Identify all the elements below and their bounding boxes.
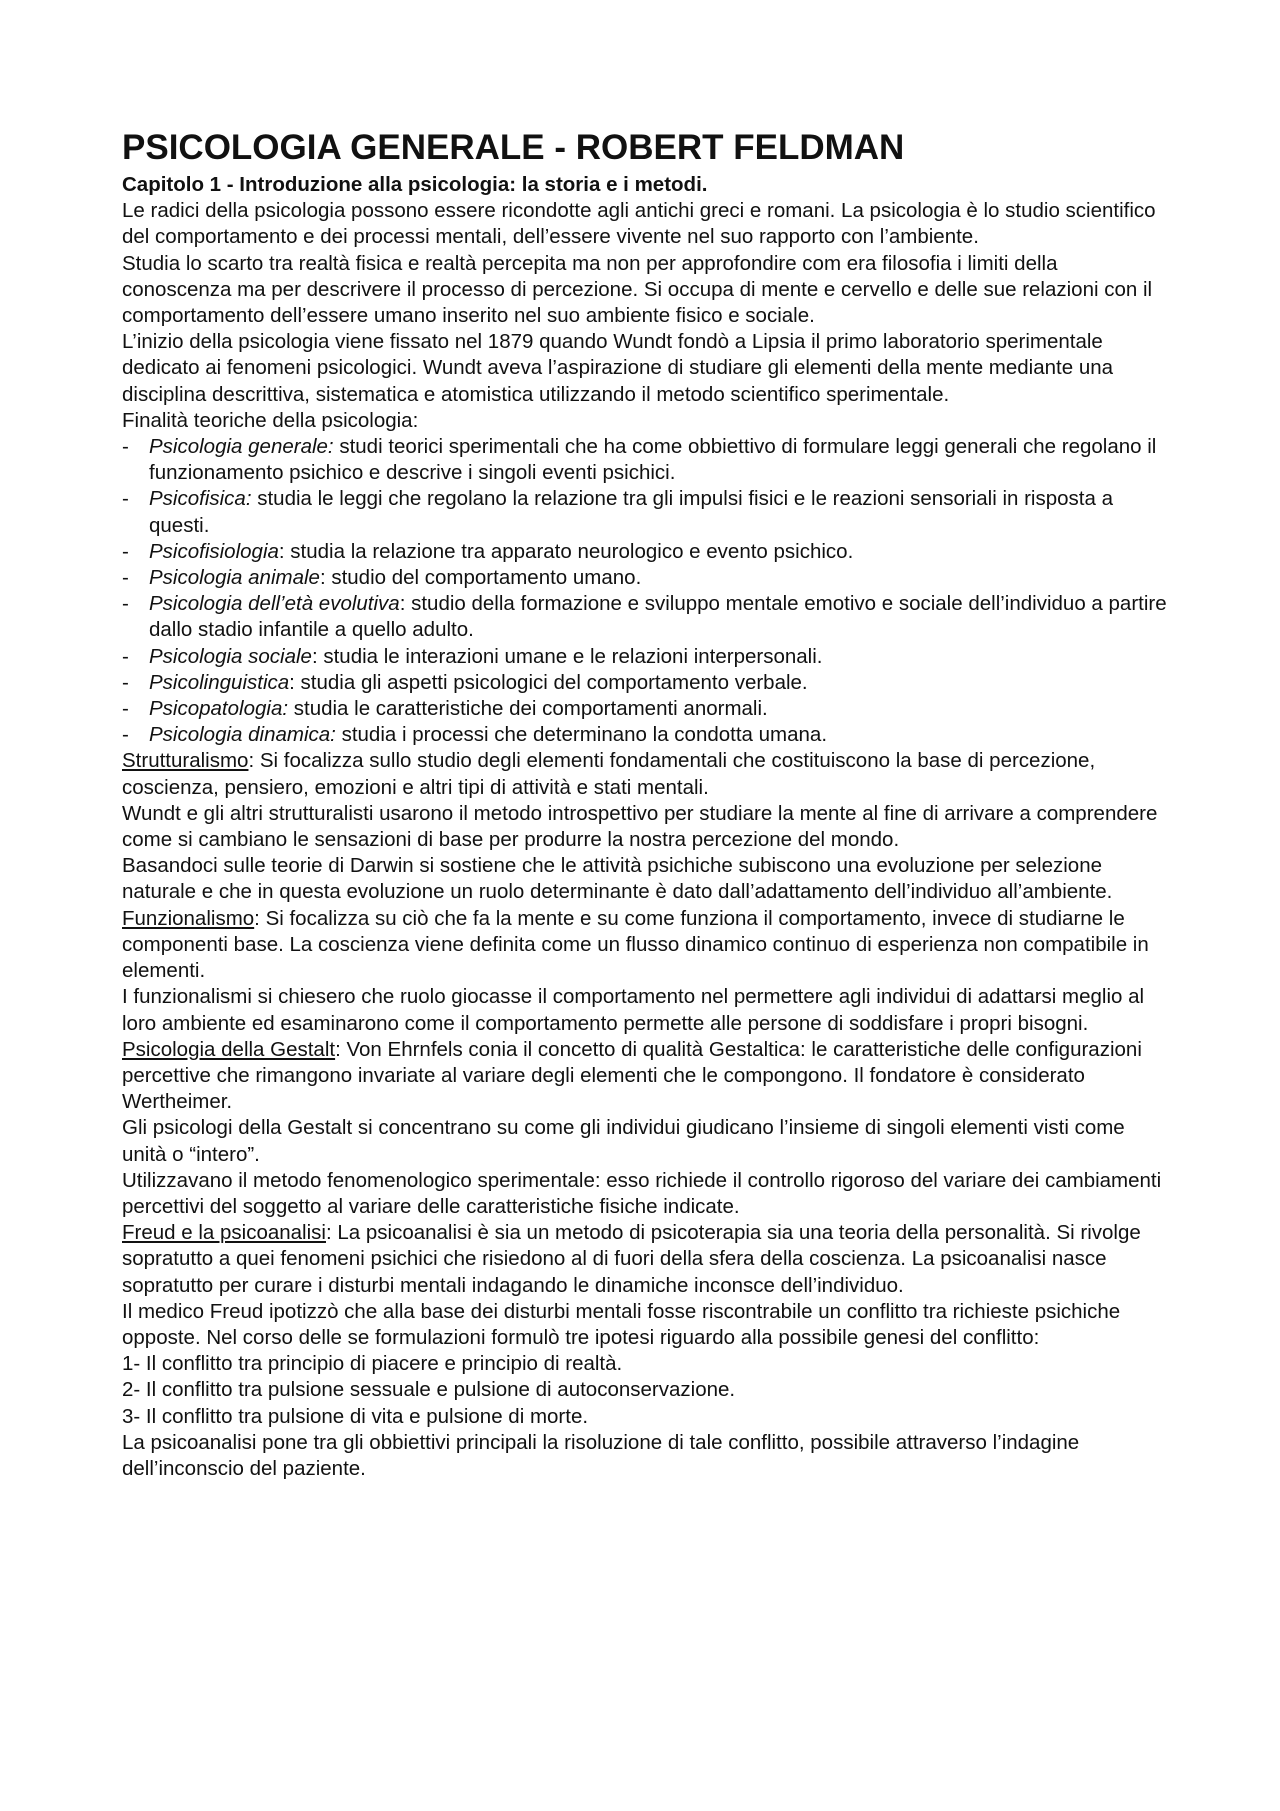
definition-term: Psicofisiologia (149, 539, 279, 563)
bullet-dash: - (122, 539, 129, 563)
definition-text: : studio del comportamento umano. (319, 566, 642, 590)
body-paragraph: Basandoci sulle teorie di Darwin si sostiene che le attività psichiche subiscono una evoluzione per selezione naturale e che in questa evoluzione un ruolo determinante è dato dall’adattamento dell’individuo all’ambiente. (122, 854, 1113, 904)
definition-term: Psicologia dell’età evolutiva (149, 592, 400, 616)
definitions-list (122, 434, 1172, 748)
freud-paragraph (122, 1220, 1172, 1299)
definition-text: : studio della formazione e sviluppo mentale emotivo e sociale dell’individuo a partire dallo stadio infantile a quello adulto. (149, 592, 1167, 642)
strutturalismo-paragraph (122, 748, 1172, 800)
definition-text: studia le leggi che regolano la relazione tra gli impulsi fisici e le reazioni sensoriali in risposta a questi. (149, 487, 1113, 537)
definition-text: : studia la relazione tra apparato neurologico e evento psichico. (278, 539, 854, 563)
definition-text: studia le caratteristiche dei comportamenti anormali. (288, 697, 768, 721)
definition-text: studi teorici sperimentali che ha come obbiettivo di formulare leggi generali che regolano il funzionamento psichico e descrive i singoli eventi psichici. (149, 435, 1157, 485)
definition-text: studia i processi che determinano la condotta umana. (335, 723, 828, 747)
definition-term: Psicologia generale: (149, 435, 334, 459)
gestalt-paragraph (122, 1037, 1172, 1116)
definition-term: Psicopatologia: (149, 697, 289, 721)
list-item (122, 670, 1172, 696)
body-paragraph: Wundt e gli altri strutturalisti usarono il metodo introspettivo per studiare la mente al fine di arrivare a comprendere come si cambiano le sensazioni di base per produrre la nostra percezione del mondo. (122, 801, 1158, 852)
list-item (122, 565, 1172, 591)
list-item (122, 539, 1172, 565)
funzionalismo-paragraph (122, 906, 1172, 985)
section-text: : Si focalizza sullo studio degli elementi fondamentali che costituiscono la base di percezione, coscienza, pensiero, emozioni e altri tipi di attività e stati mentali. (122, 749, 1096, 799)
intro-paragraph: Studia lo scarto tra realtà fisica e realtà percepita ma non per approfondire com era filosofia i limiti della conoscenza ma per descrivere il processo di percezione. Si occupa di mente e cervello e delle sue relazioni con il comportamento dell’essere umano inserito nel suo ambiente fisico e sociale. (122, 251, 1153, 328)
bullet-dash: - (122, 697, 129, 721)
intro-paragraph: Le radici della psicologia possono essere ricondotte agli antichi greci e romani. La psicologia è lo studio scientifico del comportamento e dei processi mentali, dell’essere vivente nel suo rapporto con l’ambiente. (122, 199, 1156, 249)
section-heading: Psicologia della Gestalt (122, 1037, 336, 1061)
list-item (122, 434, 1172, 486)
chapter-heading: Capitolo 1 - Introduzione alla psicologia: la storia e i metodi. (122, 173, 708, 196)
numbered-item: 2- Il conflitto tra pulsione sessuale e pulsione di autoconservazione. (122, 1378, 736, 1402)
bullet-dash: - (122, 670, 129, 694)
definition-text: : studia le interazioni umane e le relazioni interpersonali. (311, 644, 823, 668)
list-item (122, 696, 1172, 722)
definition-term: Psicologia sociale (149, 644, 312, 668)
body-paragraph: Il medico Freud ipotizzò che alla base dei disturbi mentali fosse riscontrabile un conflitto tra richieste psichiche opposte. Nel corso delle se formulazioni formulò tre ipotesi riguardo alla possibile genesi del conflitto: (122, 1299, 1121, 1349)
bullet-dash: - (122, 644, 129, 668)
document-page (122, 128, 1172, 1482)
document-title: PSICOLOGIA GENERALE - ROBERT FELDMAN (122, 128, 905, 167)
section-text: : La psicoanalisi è sia un metodo di psicoterapia sia una teoria della personalità. Si rivolge sopratutto a quei fenomeni psichici che risiedono al di fuori della sfera della coscienza. La psicoanalisi nasce sopratutto per curare i disturbi mentali indagando le dinamiche inconsce dell’individuo. (122, 1221, 1141, 1297)
list-item (122, 486, 1172, 538)
definition-term: Psicologia dinamica: (149, 723, 336, 747)
definition-term: Psicologia animale (149, 566, 320, 590)
definition-term: Psicolinguistica (149, 670, 290, 694)
bullet-dash: - (122, 435, 129, 459)
numbered-item: 3- Il conflitto tra pulsione di vita e pulsione di morte. (122, 1404, 589, 1428)
bullet-dash: - (122, 487, 129, 511)
numbered-item: 1- Il conflitto tra principio di piacere e principio di realtà. (122, 1352, 623, 1376)
definition-term: Psicofisica: (149, 487, 252, 511)
intro-paragraph: L’inizio della psicologia viene fissato nel 1879 quando Wundt fondò a Lipsia il primo laboratorio sperimentale dedicato ai fenomeni psicologici. Wundt aveva l’aspirazione di studiare gli elementi della mente mediante una disciplina descrittiva, sistematica e atomistica utilizzando il metodo scientifico sperimentale. (122, 330, 1114, 406)
list-item (122, 591, 1172, 643)
body-paragraph: Utilizzavano il metodo fenomenologico sperimentale: esso richiede il controllo rigoroso del variare dei cambiamenti percettivi del soggetto al variare delle caratteristiche fisiche indicate. (122, 1168, 1162, 1218)
section-heading: Strutturalismo (122, 749, 249, 773)
body-paragraph: I funzionalismi si chiesero che ruolo giocasse il comportamento nel permettere agli individui di adattarsi meglio al loro ambiente ed esaminarono come il comportamento permette alle persone di soddisfare i propri bisogni. (122, 985, 1145, 1035)
section-heading: Funzionalismo (122, 906, 255, 930)
section-text: : Von Ehrnfels conia il concetto di qualità Gestaltica: le caratteristiche delle configurazioni percettive che rimangono invariate al variare degli elementi che le compongono. Il fondatore è considerato Wertheimer. (122, 1037, 1142, 1114)
section-heading: Freud e la psicoanalisi (122, 1221, 326, 1245)
bullet-dash: - (122, 592, 129, 616)
list-item (122, 644, 1172, 670)
body-paragraph: La psicoanalisi pone tra gli obbiettivi principali la risoluzione di tale conflitto, possibile attraverso l’indagine dell’inconscio del paziente. (122, 1430, 1080, 1480)
section-text: : Si focalizza su ciò che fa la mente e su come funziona il comportamento, invece di studiarne le componenti base. La coscienza viene definita come un flusso dinamico continuo di esperienza non compatibile in elementi. (122, 906, 1149, 983)
bullet-dash: - (122, 723, 129, 747)
body-paragraph: Gli psicologi della Gestalt si concentrano su come gli individui giudicano l’insieme di singoli elementi visti come unità o “intero”. (122, 1116, 1125, 1166)
list-intro: Finalità teoriche della psicologia: (122, 408, 419, 432)
definition-text: : studia gli aspetti psicologici del comportamento verbale. (289, 670, 808, 694)
list-item (122, 722, 1172, 748)
bullet-dash: - (122, 566, 129, 590)
